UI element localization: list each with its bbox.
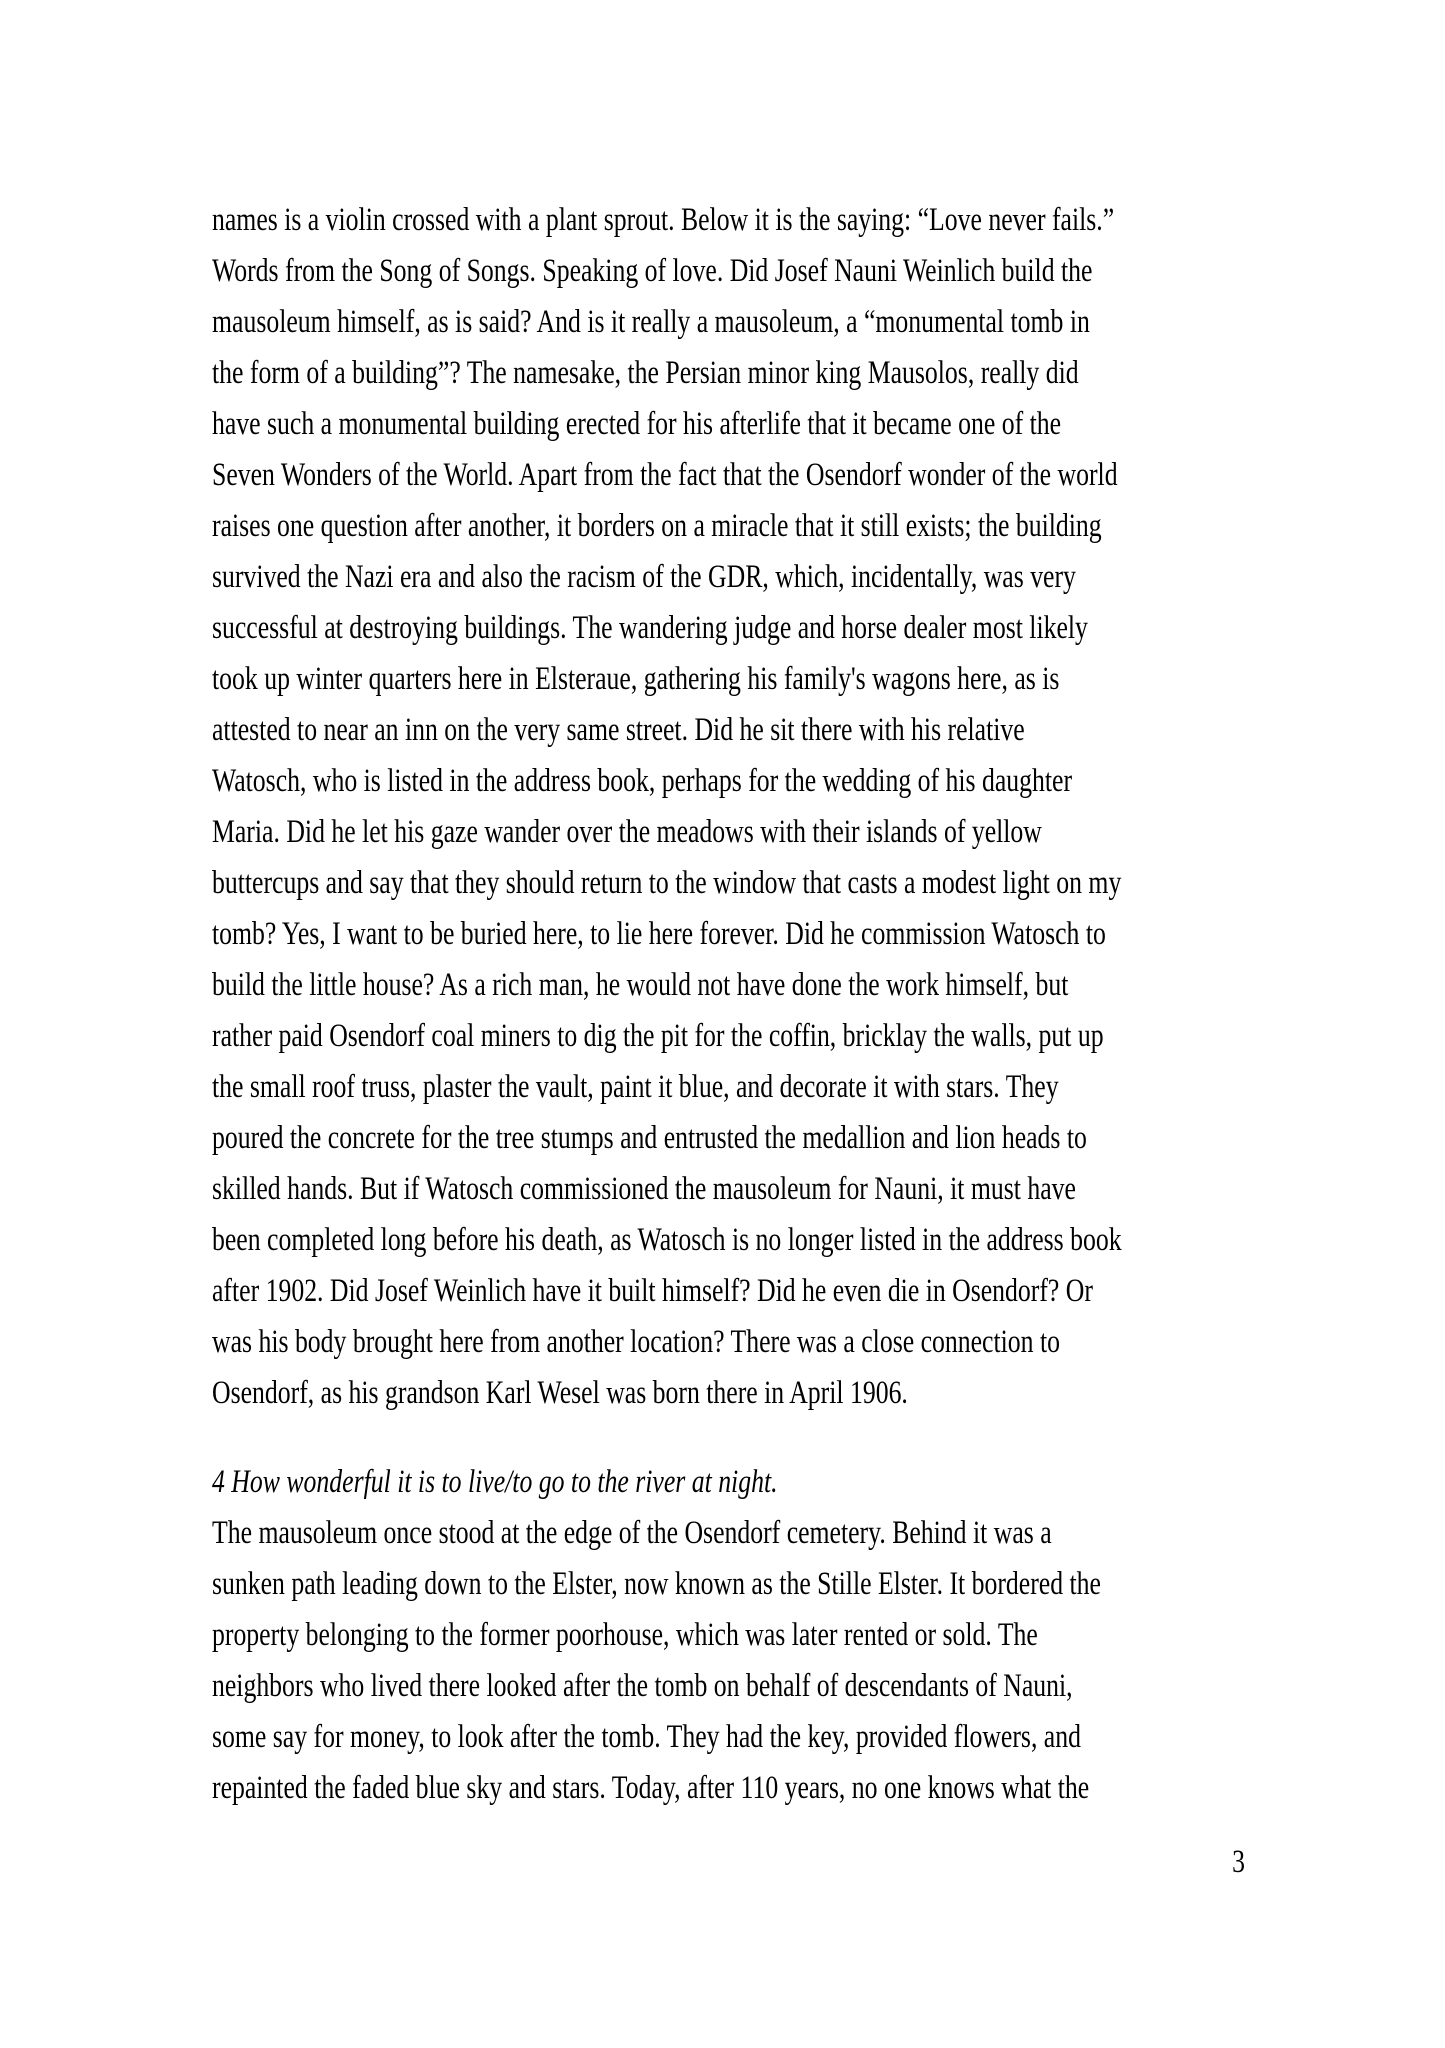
text-line: after 1902. Did Josef Weinlich have it built himself? Did he even die in Osendorf? Or (212, 1273, 1093, 1309)
section-heading: 4 How wonderful it is to live/to go to the river at night. (212, 1464, 778, 1500)
text-line: repainted the faded blue sky and stars. Today, after 110 years, no one knows what the (212, 1770, 1090, 1806)
text-line: property belonging to the former poorhouse, which was later rented or sold. The (212, 1617, 1038, 1653)
section-paragraph (212, 1508, 1245, 1814)
page-content (212, 195, 1245, 1814)
text-line: sunken path leading down to the Elster, now known as the Stille Elster. It bordered the (212, 1566, 1101, 1602)
text-line: Watosch, who is listed in the address book, perhaps for the wedding of his daughter (212, 763, 1073, 799)
text-line: the small roof truss, plaster the vault, paint it blue, and decorate it with stars. They (212, 1069, 1059, 1105)
text-line: rather paid Osendorf coal miners to dig the pit for the coffin, bricklay the walls, put up (212, 1018, 1104, 1054)
text-line: was his body brought here from another location? There was a close connection to (212, 1324, 1060, 1360)
text-line: some say for money, to look after the tomb. They had the key, provided flowers, and (212, 1719, 1081, 1755)
text-line: Words from the Song of Songs. Speaking of love. Did Josef Nauni Weinlich build the (212, 253, 1093, 289)
text-line: the form of a building”? The namesake, the Persian minor king Mausolos, really did (212, 355, 1079, 391)
text-line: names is a violin crossed with a plant sprout. Below it is the saying: “Love never fails.” (212, 202, 1115, 238)
text-line: neighbors who lived there looked after the tomb on behalf of descendants of Nauni, (212, 1668, 1073, 1704)
text-line: skilled hands. But if Watosch commissioned the mausoleum for Nauni, it must have (212, 1171, 1076, 1207)
text-line: tomb? Yes, I want to be buried here, to lie here forever. Did he commission Watosch to (212, 916, 1106, 952)
text-line: have such a monumental building erected for his afterlife that it became one of the (212, 406, 1062, 442)
text-line: Osendorf, as his grandson Karl Wesel was born there in April 1906. (212, 1375, 908, 1411)
text-line: successful at destroying buildings. The wandering judge and horse dealer most likely (212, 610, 1088, 646)
page-number: 3 (1232, 1844, 1245, 1880)
text-line: mausoleum himself, as is said? And is it really a mausoleum, a “monumental tomb in (212, 304, 1090, 340)
text-line: Seven Wonders of the World. Apart from the fact that the Osendorf wonder of the world (212, 457, 1118, 493)
text-line: Maria. Did he let his gaze wander over the meadows with their islands of yellow (212, 814, 1042, 850)
text-line: raises one question after another, it borders on a miracle that it still exists; the building (212, 508, 1102, 544)
body-paragraph (212, 195, 1245, 1419)
text-line: attested to near an inn on the very same street. Did he sit there with his relative (212, 712, 1025, 748)
text-line: took up winter quarters here in Elsteraue, gathering his family's wagons here, as is (212, 661, 1060, 697)
text-line: build the little house? As a rich man, he would not have done the work himself, but (212, 967, 1069, 1003)
text-line: The mausoleum once stood at the edge of the Osendorf cemetery. Behind it was a (212, 1515, 1052, 1551)
text-line: buttercups and say that they should return to the window that casts a modest light on my (212, 865, 1122, 901)
text-line: been completed long before his death, as Watosch is no longer listed in the address book (212, 1222, 1122, 1258)
text-line: poured the concrete for the tree stumps and entrusted the medallion and lion heads to (212, 1120, 1087, 1156)
text-line: survived the Nazi era and also the racism of the GDR, which, incidentally, was very (212, 559, 1076, 595)
